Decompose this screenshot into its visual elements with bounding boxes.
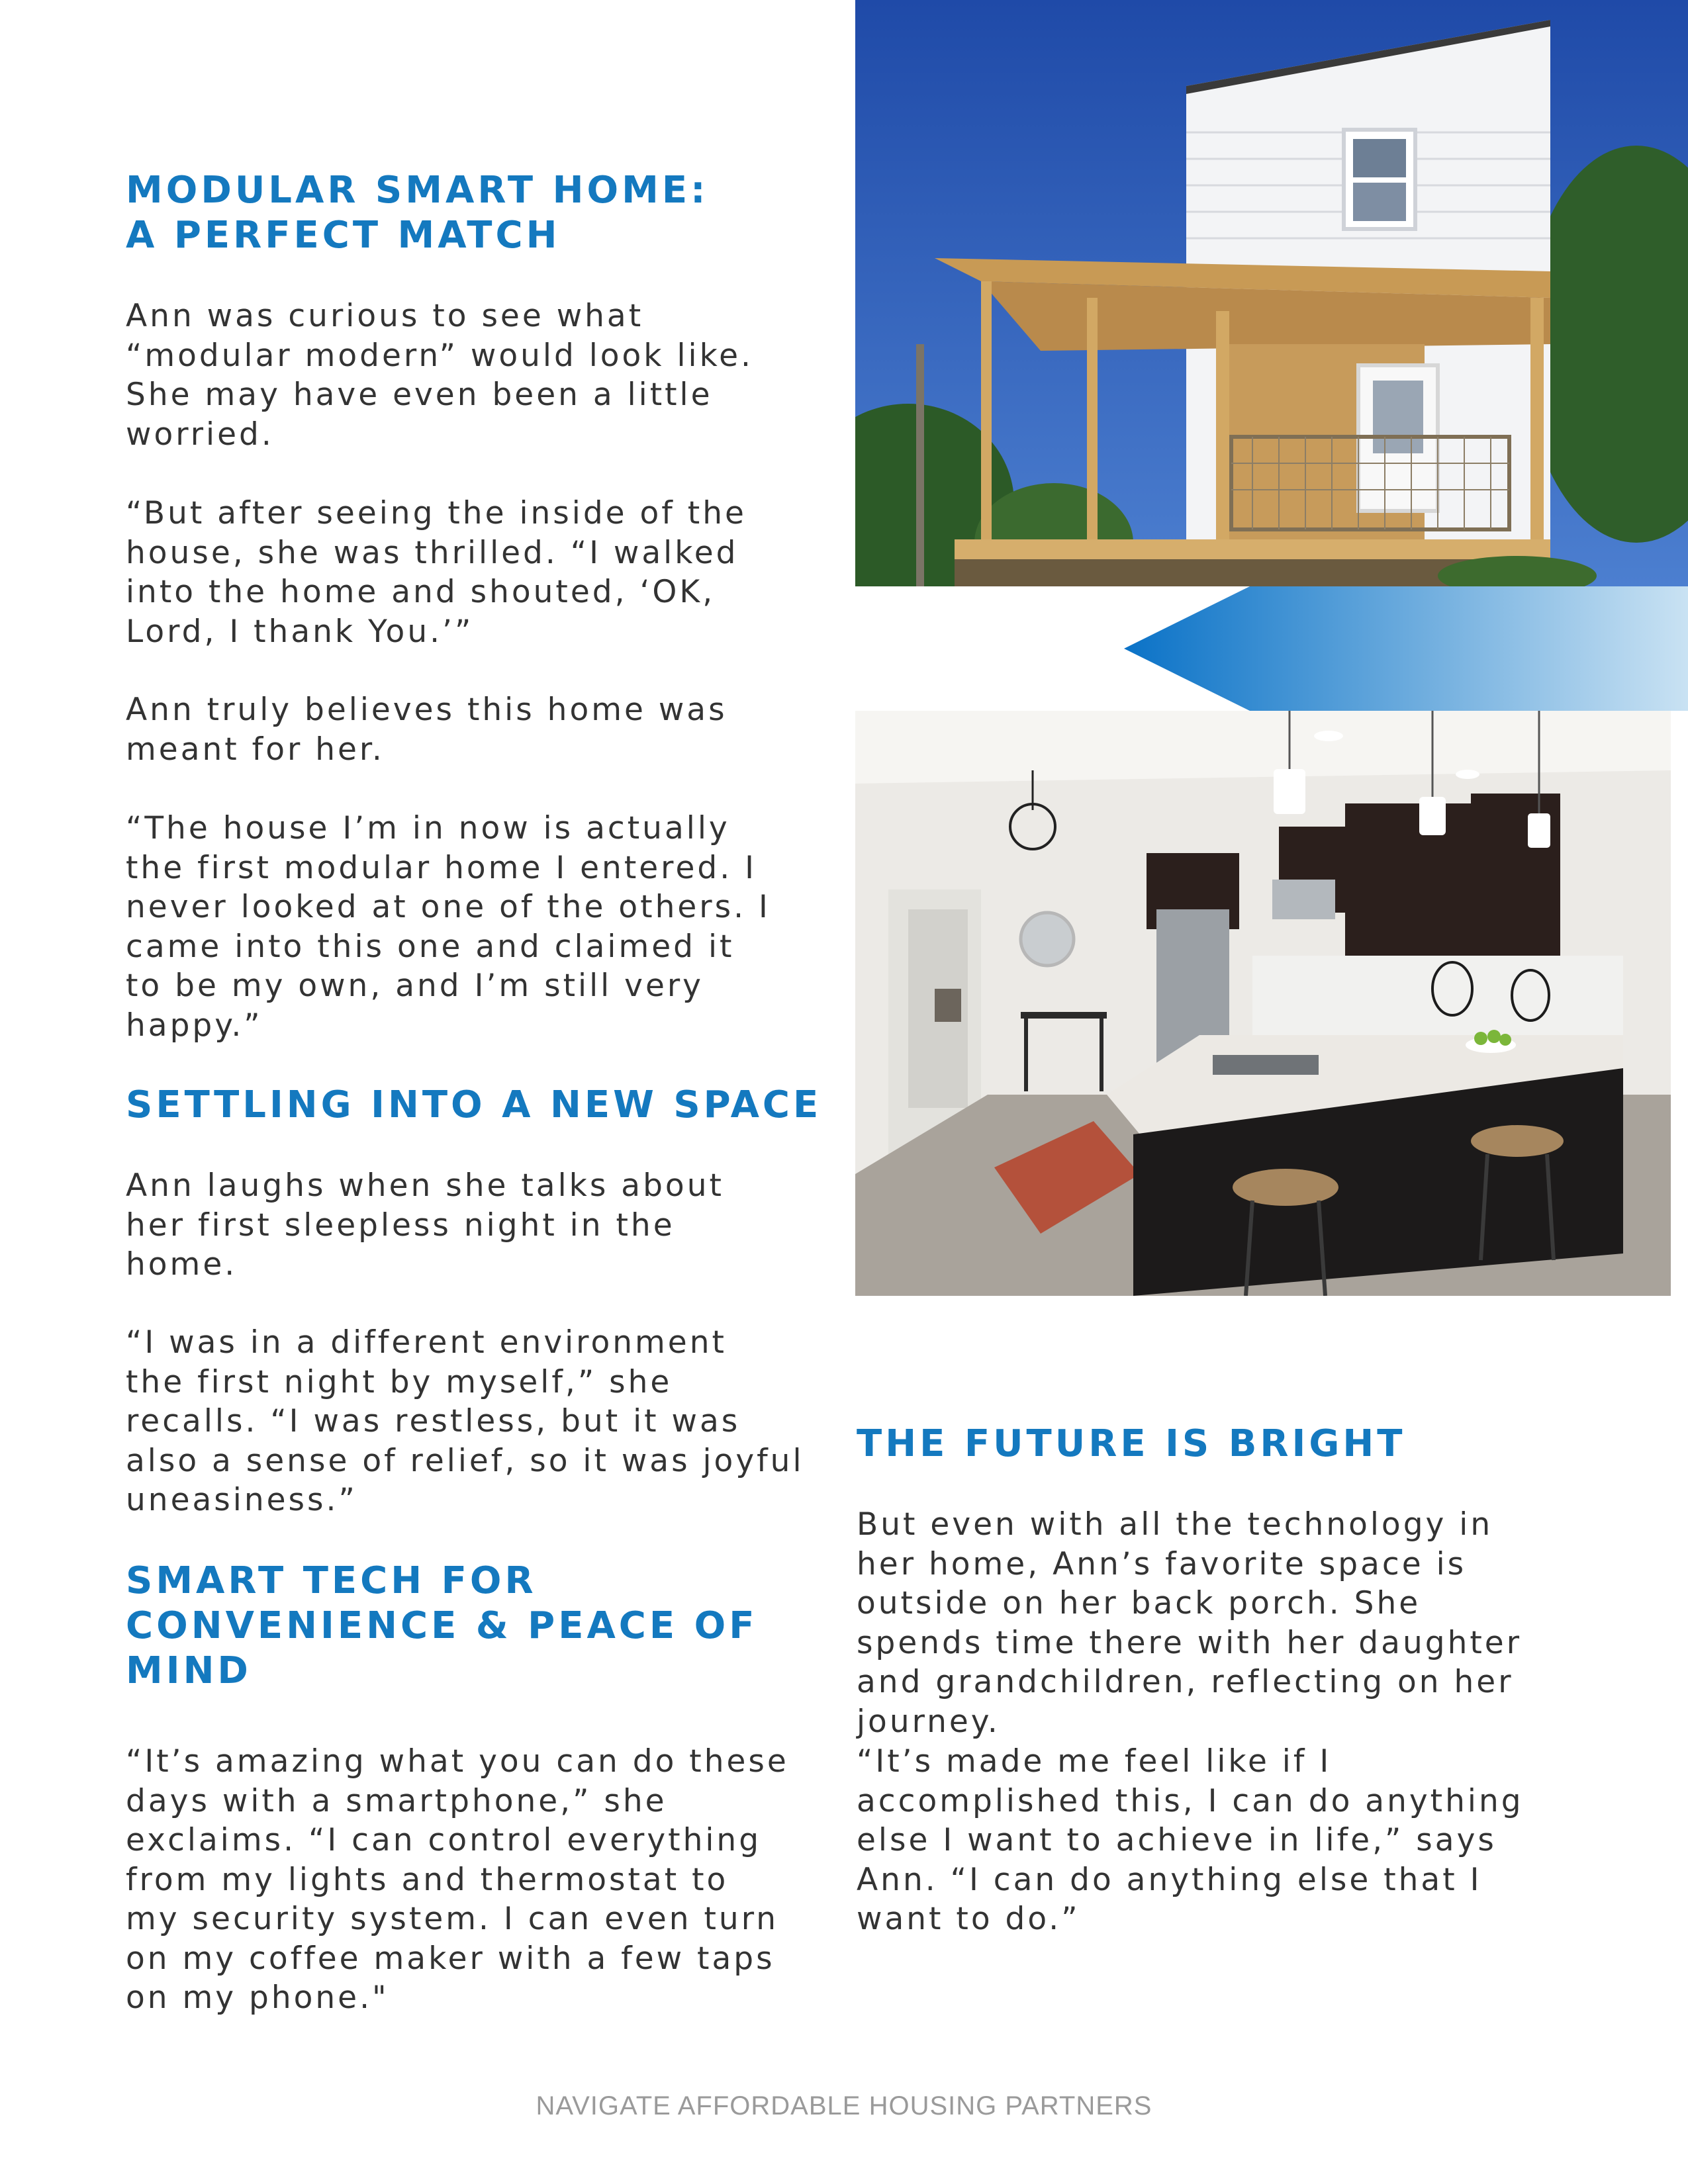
paragraph-accomplished: “It’s made me feel like if I accomplished this, I can do anything else I want to achieve in life,” says Ann. “I can do anything else that I want to do.” bbox=[857, 1743, 1524, 1937]
paragraph-thrilled: “But after seeing the inside of the house, she was thrilled. “I walked into the home and shouted, ‘OK, Lord, I thank You.’” bbox=[126, 495, 747, 650]
paragraph-back-porch: But even with all the technology in her home, Ann’s favorite space is outside on her back porch. She spends time there with her daughter and grandchildren, reflecting on her journey. bbox=[857, 1506, 1523, 1740]
paragraph-different-environment: “I was in a different environment the first night by myself,” she recalls. “I was restless, but it was also a sense of relief, so it was joyful uneasiness.” bbox=[126, 1324, 804, 1518]
paragraph-sleepless-night: Ann laughs when she talks about her first sleepless night in the home. bbox=[126, 1167, 724, 1283]
paragraph-first-modular-home: “The house I’m in now is actually the first modular home I entered. I never looked at one of the others. I came into this one and claimed it to be my own, and I’m still very happy.” bbox=[126, 810, 771, 1044]
heading-smart-tech: SMART TECH FOR CONVENIENCE & PEACE OF MIND bbox=[126, 1559, 758, 1692]
paragraph-meant-for-her: Ann truly believes this home was meant for her. bbox=[126, 692, 727, 768]
kitchen-interior-photo bbox=[855, 711, 1671, 1296]
heading-future-is-bright: THE FUTURE IS BRIGHT bbox=[857, 1422, 1406, 1465]
paragraph-curious: Ann was curious to see what “modular modern” would look like. She may have even been a little worried. bbox=[126, 298, 753, 453]
footer-organization-name: NAVIGATE AFFORDABLE HOUSING PARTNERS bbox=[536, 2091, 1152, 2120]
gradient-arrow-shape bbox=[1124, 586, 1688, 711]
house-exterior-photo bbox=[855, 0, 1688, 586]
heading-modular-smart-home: MODULAR SMART HOME: A PERFECT MATCH bbox=[126, 169, 709, 257]
paragraph-smartphone: “It’s amazing what you can do these days with a smartphone,” she exclaims. “I can control everything from my lights and thermostat to my security system. I can even turn on my coffee maker with a few taps on my phone." bbox=[126, 1743, 789, 2016]
heading-settling-in: SETTLING INTO A NEW SPACE bbox=[126, 1083, 822, 1126]
